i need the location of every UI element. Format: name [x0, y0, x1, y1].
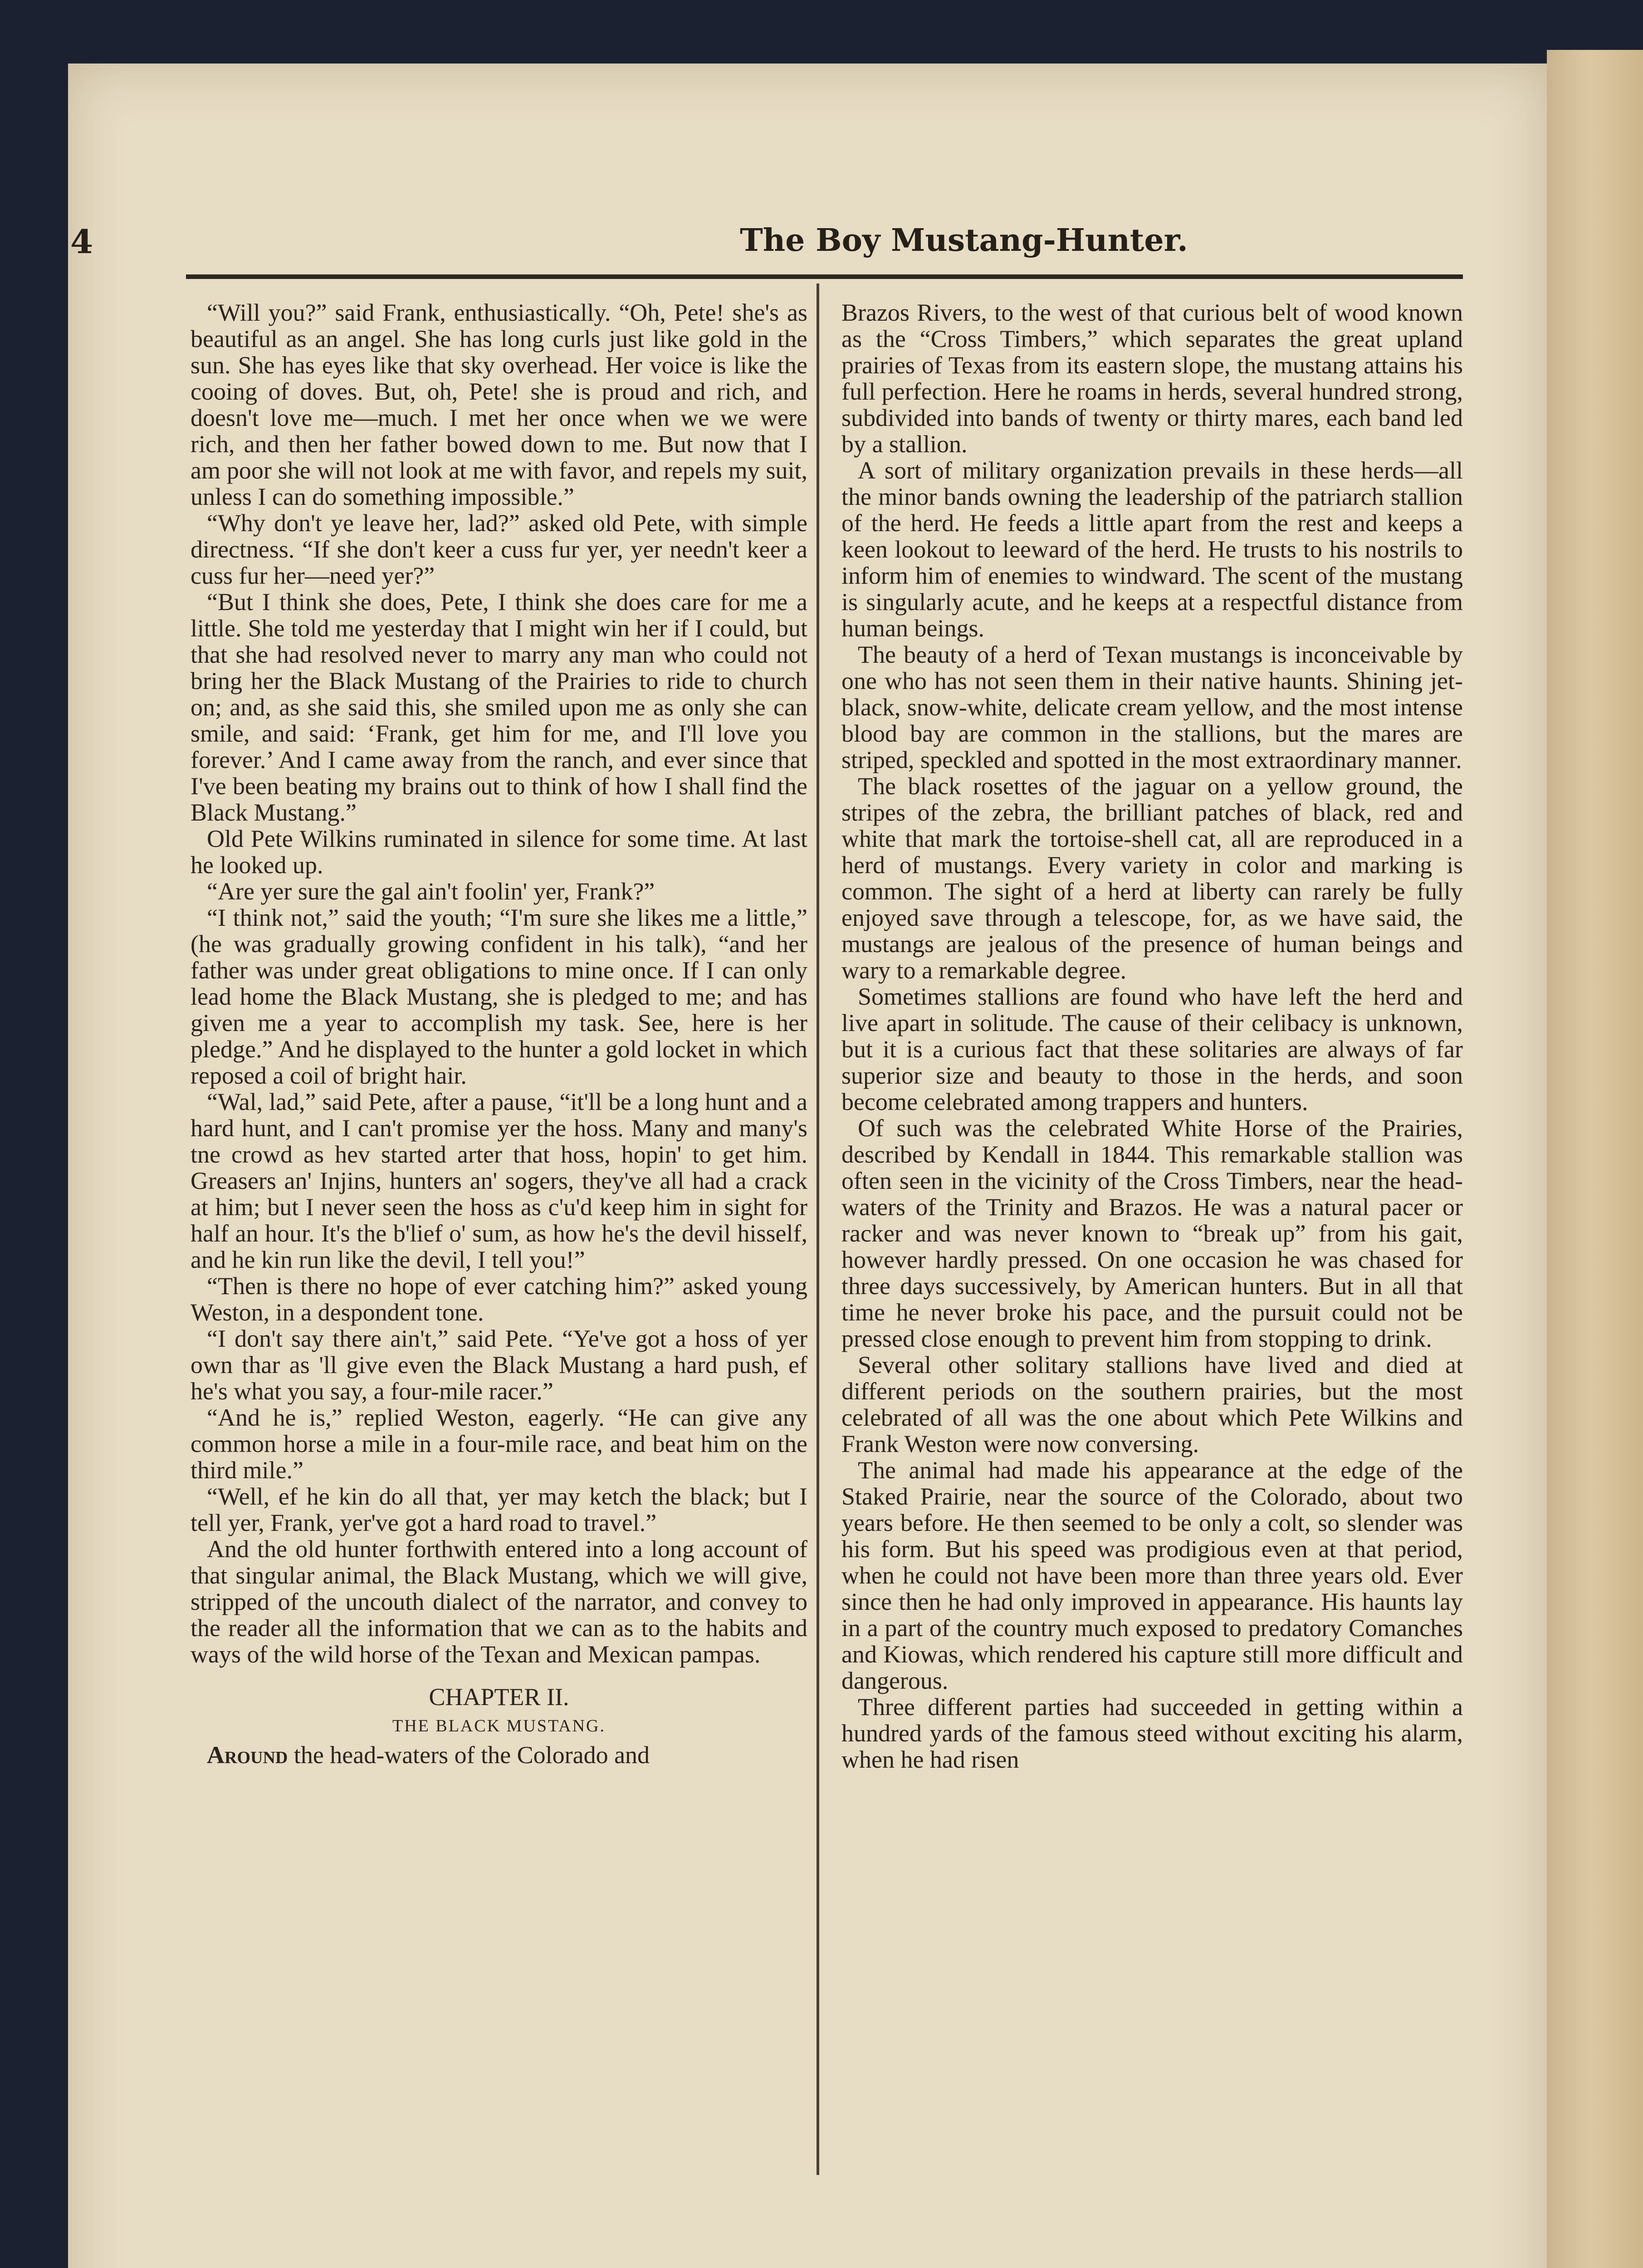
page-number: 4: [70, 222, 93, 261]
paragraph: Of such was the celebrated White Horse of the Prairies, described by Kendall in 1844. This remarkable stallion was often seen in the vicinity of the Cross Timbers, near the head-waters of the Trinity and Brazos. He was a natural pacer or racker and was never known to “break up” from his gait, however hardly pressed. On one occasion he was chased for three days successively, by American hunters. But in all that time he never broke his pace, and the pursuit could not be pressed close enough to prevent him from stopping to drink.: [841, 1114, 1463, 1352]
chapter-opening: [191, 1742, 807, 1768]
paragraph: “But I think she does, Pete, I think she does care for me a little. She told me yesterday that I might win her if I could, but that she had resolved never to marry any man who could not bring her the Black Mustang of the Prairies to ride to church on; and, as she said this, she smiled upon me as only she can smile, and said: ‘Frank, get him for me, and I'll love you forever.’ And I came away from the ranch, and ever since that I've been beating my brains out to think of how I shall find the Black Mustang.”: [191, 588, 807, 826]
paragraph: The animal had made his appearance at the edge of the Staked Prairie, near the source of the Colorado, about two years before. He then seemed to be only a colt, so slender was his form. But his speed was prodigious even at that period, when he could not have been more than three years old. Ever since then he had only improved in appearance. His haunts lay in a part of the country much exposed to predatory Comanches and Kiowas, which rendered his capture still more difficult and dangerous.: [841, 1457, 1463, 1694]
running-title: The Boy Mustang-Hunter.: [740, 222, 1188, 259]
paragraph: “Well, ef he kin do all that, yer may ketch the black; but I tell yer, Frank, yer've got a hard road to travel.”: [191, 1483, 807, 1536]
chapter-lead-word: Around: [207, 1741, 288, 1769]
paragraph: The beauty of a herd of Texan mustangs is inconceivable by one who has not seen them in their native haunts. Shining jet-black, snow-white, delicate cream yellow, and the most intense blood bay are common in the stallions, but the mares are striped, speckled and spotted in the most extraordinary manner.: [841, 641, 1463, 773]
paragraph: “I don't say there ain't,” said Pete. “Ye've got a hoss of yer own thar as 'll give even the Black Mustang a hard push, ef he's what you say, a four-mile racer.”: [191, 1325, 807, 1405]
paragraph: “Why don't ye leave her, lad?” asked old Pete, with simple directness. “If she don't keer a cuss fur yer, yer needn't keer a cuss fur her—need yer?”: [191, 509, 807, 589]
paragraph: “Then is there no hope of ever catching him?” asked young Weston, in a despondent tone.: [191, 1272, 807, 1326]
paragraph: And the old hunter forthwith entered into a long account of that singular animal, the Black Mustang, which we will give, stripped of the uncouth dialect of the narrator, and convey to the reader all the information that we can as to the habits and ways of the wild horse of the Texan and Mexican pampas.: [191, 1535, 807, 1668]
paragraph: “And he is,” replied Weston, eagerly. “He can give any common horse a mile in a four-mile race, and beat him on the third mile.”: [191, 1404, 807, 1484]
paragraph: Several other solitary stallions have lived and died at different periods on the southern prairies, but the most celebrated of all was the one about which Pete Wilkins and Frank Weston were now conversing.: [841, 1351, 1463, 1457]
paragraph: Sometimes stallions are found who have left the herd and live apart in solitude. The cause of their celibacy is unknown, but it is a curious fact that these solitaries are always of far superior size and beauty to those in the herds, and soon become celebrated among trappers and hunters.: [841, 983, 1463, 1115]
paragraph: The black rosettes of the jaguar on a yellow ground, the stripes of the zebra, the brilliant patches of black, red and white that mark the tortoise-shell cat, all are reproduced in a herd of mustangs. Every variety in color and marking is common. The sight of a herd at liberty can rarely be fully enjoyed save through a telescope, for, as we have said, the mustangs are jealous of the presence of human beings and wary to a remarkable degree.: [841, 772, 1463, 984]
paragraph: “Wal, lad,” said Pete, after a pause, “it'll be a long hunt and a hard hunt, and I can't promise yer the hoss. Many and many's tne crowd as hev started arter that hoss, hopin' to get him. Greasers an' Injins, hunters an' sogers, they've all had a crack at him; but I never seen the hoss as c'u'd keep him in sight for half an hour. It's the b'lief o' sum, as how he's the devil hisself, and he kin run like the devil, I tell you!”: [191, 1088, 807, 1273]
chapter-subtitle: THE BLACK MUSTANG.: [392, 1716, 606, 1735]
chapter-opening-text: the head-waters of the Colorado and: [288, 1741, 650, 1769]
paragraph: “Will you?” said Frank, enthusiastically. “Oh, Pete! she's as beautiful as an angel. She has long curls just like gold in the sun. She has eyes like that sky overhead. Her voice is like the cooing of doves. But, oh, Pete! she is proud and rich, and doesn't love me—much. I met her once when we we were rich, and then her father bowed down to me. But now that I am poor she will not look at me with favor, and repels my suit, unless I can do something impossible.”: [191, 299, 807, 510]
header-rule: [186, 274, 1463, 279]
paragraph: Brazos Rivers, to the west of that curious belt of wood known as the “Cross Timbers,” which separates the great upland prairies of Texas from its eastern slope, the mustang attains his full perfection. Here he roams in herds, several hundred strong, subdivided into bands of twenty or thirty mares, each band led by a stallion.: [841, 299, 1463, 458]
column-divider: [817, 284, 819, 2175]
paragraph: A sort of military organization prevails in these herds—all the minor bands owning the leadership of the patriarch stallion of the herd. He feeds a little apart from the rest and keeps a keen lookout to leeward of the herd. He trusts to his nostrils to inform him of enemies to windward. The scent of the mustang is singularly acute, and he keeps at a respectful distance from human beings.: [841, 457, 1463, 642]
right-column: [841, 299, 1463, 1773]
paragraph: “I think not,” said the youth; “I'm sure she likes me a little,” (he was gradually growing confident in his talk), “and her father was under great obligations to mine once. If I can only lead home the Black Mustang, she is pledged to me; and has given me a year to accomplish my task. See, here is her pledge.” And he displayed to the hunter a gold locket in which reposed a coil of bright hair.: [191, 904, 807, 1089]
paragraph: “Are yer sure the gal ain't foolin' yer, Frank?”: [207, 878, 655, 905]
chapter-title: CHAPTER II.: [429, 1683, 569, 1711]
adjacent-page-edge: [1547, 50, 1643, 2268]
paragraph: Old Pete Wilkins ruminated in silence for some time. At last he looked up.: [191, 825, 807, 879]
left-column: [191, 299, 807, 1768]
paragraph: Three different parties had succeeded in getting within a hundred yards of the famous steed without exciting his alarm, when he had risen: [841, 1693, 1463, 1773]
